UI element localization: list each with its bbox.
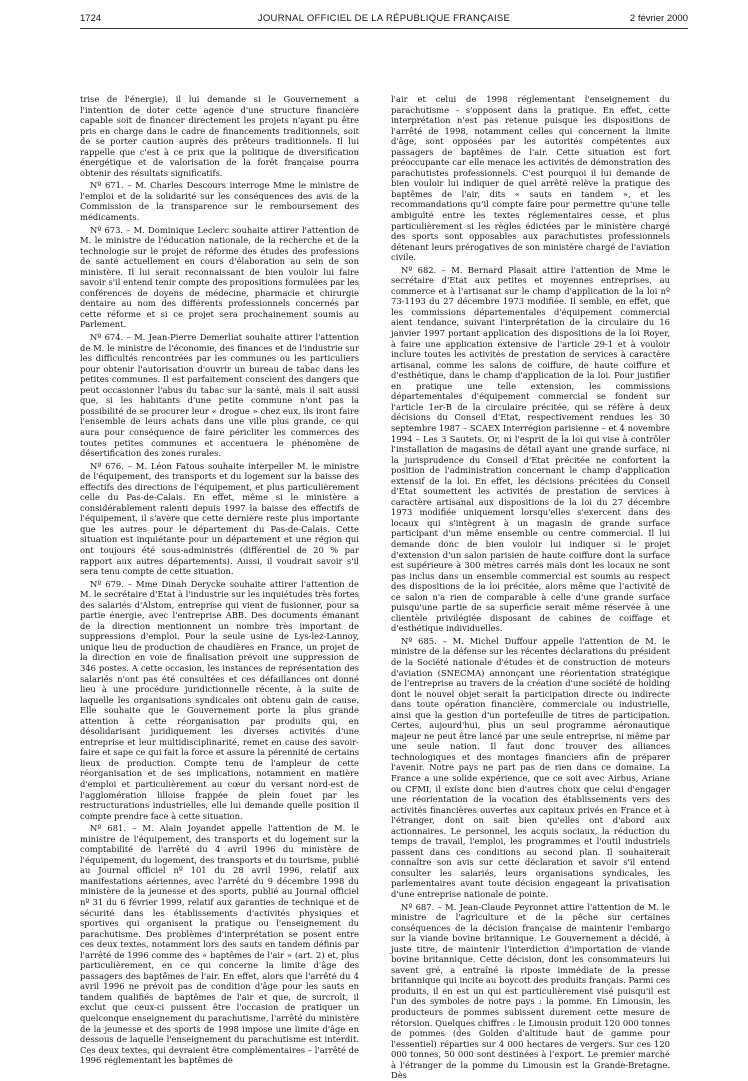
paragraph: Nº 685. – M. Michel Duffour appelle l'attention de M. le ministre de la défense sur les récentes déclarations du président de la Société nationale d'études et de construction de moteurs d'aviation (SNECMA) annonçant une réorientation stratégique de l'entreprise au travers de la création d'une société de holding dont le nouvel objet serait la participation directe ou indirecte dans toute opération financière, commerciale ou industrielle, ainsi que la gestion d'un portefeuille de titres de participation. Certes, aujourd'hui, plus un seul programme aéronautique majeur ne peut être lancé par une seule entreprise, ni même par une seule nation. Il faut donc trouver des alliances technologiques et des montages financiers afin de préparer l'avenir. Notre pays ne part pas de rien dans ce domaine. La France a une solide expérience, que ce soit avec Airbus, Ariane ou CFMI, il existe donc bien d'autres choix que celui d'engager une réorientation de la vocation des établissements vers des activités financières ouvertes aux capitaux privés en France et à l'étranger, dont on sait bien qu'elles ont d'abord aux actionnaires. Le personnel, les acquis sociaux, la réduction du temps de travail, l'emploi, les programmes et l'outil industriels passent dans ces conditions au second plan. Il souhaiterait connaître son avis sur cette déclaration et savoir s'il entend consulter les salariés, leurs organisations syndicales, les parlementaires avant toute décision engageant la privatisation d'une entreprise nationale de pointe. [391,635,670,900]
page-number: 1724 [80,13,102,24]
paragraph: Nº 681. – M. Alain Joyandet appelle l'attention de M. le ministre de l'équipement, des transports et du logement sur la comptabilité de l'arrêté du 4 avril 1996 du ministère de l'équipement, du logement, des transports et du tourisme, publié au Journal officiel nº 101 du 28 avril 1996, relatif aux manifestations aériennes, avec l'arrêté du 9 décembre 1998 du ministère de la jeunesse et des sports, publié au Journal officiel nº 31 du 6 février 1999, relatif aux garanties de technique et de sécurité dans les établissements d'activités physiques et sportives qui organisent la pratique ou l'enseignement du parachutisme. Des problèmes d'interprétation se posent entre ces deux textes, notamment lors des sauts en tandem définis par l'arrêté de 1996 comme des « baptêmes de l'air » (art. 2) et, plus particulièrement, en ce qui concerne la limite d'âge des passagers des baptêmes de l'air. En effet, alors que l'arrêté du 4 avril 1996 ne prévoit pas de condition d'âge pour les sauts en tandem qualifiés de baptêmes de l'air et que, de surcroît, il exclut que ceux-ci puissent être l'occasion de pratiquer un quelconque enseignement du parachutisme, l'arrêté du ministère de la jeunesse et des sports de 1998 impose une limite d'âge en dessous de laquelle l'enseignement du parachutisme est interdit. Ces deux textes, qui devraient être complémentaires – l'arrêté de 1996 réglementant les baptêmes de [80,823,359,1066]
paragraph: Nº 676. – M. Léon Fatous souhaite interpeller M. le ministre de l'équipement, des transports et du logement sur la baisse des effectifs des directions de l'équipement, et plus particulièrement celle du Pas-de-Calais. En effet, même si le ministère a considérablement ralenti depuis 1997 la baisse des effectifs de l'équipement, il s'avère que cette dernière reste plus importante que les autres pour le département du Pas-de-Calais. Cette situation est inquiétante pour un département et une région qui ont toujours été sous-administrés (différentiel de 20 % par rapport aux autres départements). Aussi, il voudrait savoir s'il sera tenu compte de cette situation. [80,460,359,577]
paragraph: trise de l'énergie), il lui demande si le Gouvernement a l'intention de doter cette agence d'une structure financière capable soit de financer directement les projets n'ayant pu être pris en charge dans le cadre de financements traditionnels, soit de se porter caution auprès des prêteurs traditionnels. Il lui rappelle que c'est à ce prix que la politique de diversification énergétique et de valorisation de la forêt française pourra obtenir des résultats significatifs. [80,94,359,178]
paragraph: Nº 673. – M. Dominique Leclerc souhaite attirer l'attention de M. le ministre de l'éducation nationale, de la recherche et de la technologie sur le projet de réforme des études des professions de santé actuellement en cours d'élaboration au sein de son ministère. Il lui serait reconnaissant de bien vouloir lui faire savoir s'il entend tenir compte des propositions formulées par les conférences de doyens de médecine, pharmacie et chirurgie dentaire au nom des différents professionnels concernés par cette réforme et si ce projet sera prochainement soumis au Parlement. [80,224,359,330]
page-header [80,13,688,29]
left-column [80,94,359,1066]
header-rule [80,28,688,29]
paragraph: Nº 679. – Mme Dinah Derycke souhaite attirer l'attention de M. le secrétaire d'Etat à l'industrie sur les inquiétudes très fortes des salariés d'Alstom, entreprise qui vient de fusionner, pour sa partie énergie, avec l'entreprise ABB. Des documents émanant de la direction mentionnent un nombre très important de suppressions d'emploi. Pour la seule usine de Lys-lez-Lannoy, unique lieu de production de chaudières en France, un projet de la direction en voie de finalisation prévoit une suppression de 346 postes. A cette occasion, les instances de représentation des salariés n'ont pas été consultées et ces défaillances ont donné lieu à une procédure juridictionnelle récente, à la suite de laquelle les organisations syndicales ont obtenu gain de cause. Elle souhaite que le Gouvernement porte la plus grande attention à cette réorganisation par produits qui, en désolidarisant juridiquement les diverses activités d'une entreprise et leur multidisciplinarité, remet en cause des savoir-faire et sape ce qui fait la force et assure la pérennité de certains lieux de production. Compte tenu de l'ampleur de cette réorganisation et de ses implications, notamment en matière d'emploi et particulièrement au cœur du versant nord-est de l'agglomération lilloise frappée de plein fouet par les restructurations industrielles, elle lui demande quelle position il compte prendre face à cette situation. [80,578,359,821]
paragraph: l'air et celui de 1998 réglementant l'enseignement du parachutisme – s'opposent dans la pratique. En effet, cette interprétation n'est pas retenue puisque les dispositions de l'arrêté de 1998, notamment celles qui concernent la limite d'âge, sont opposées par les autorités compétentes aux passagers de baptêmes de l'air. Cette situation est fort préoccupante car elle menace les activités de démonstration des parachutistes professionnels. C'est pourquoi il lui demande de bien vouloir lui indiquer de quel arrêté relève la pratique des baptêmes de l'air, dits « sauts en tandem », et les recommandations qu'il compte faire pour permettre qu'une telle ambiguïté entre les textes réglementaires cesse, et plus particulièrement si les règles édictées par le ministère chargé des sports sont opposables aux parachutistes professionnels détenant leurs prérogatives de son ministère chargé de l'aviation civile. [391,94,670,263]
publication-date: 2 février 2000 [629,13,688,24]
paragraph: Nº 682. – M. Bernard Plasait attire l'attention de Mme le secrétaire d'Etat aux petites et moyennes entreprises, au commerce et à l'artisanat sur le champ d'application de la loi nº 73-1193 du 27 décembre 1973 modifiée. Il semble, en effet, que les commissions départementales d'équipement commercial aient tendance, suivant l'interprétation de la circulaire du 16 janvier 1997 portant application des dispositions de la loi Royer, à faire une application extensive de l'article 29-1 et à vouloir inclure toutes les activités de prestation de services à caractère artisanal, comme les salons de coiffure, de haute coiffure et d'esthétique, dans le champ d'application de la loi. Pour justifier en pratique une telle extension, les commissions départementales d'équipement commercial se fondent sur l'article 1er-B de la circulaire précitée, qui se réfère à deux décisions du Conseil d'Etat, respectivement rendues les 30 septembre 1987 – SCAEX Interrégion parisienne – et 4 novembre 1994 – Les 3 Sautets. Or, ni l'esprit de la loi qui vise à contrôler l'installation de magasins de détail ayant une grande surface, ni la jurisprudence du Conseil d'Etat précitée ne confortent la position de l'administration concernant le champ d'application extensif de la loi. En effet, les décisions précitées du Conseil d'Etat soumettent les activités de prestation de services à caractère artisanal aux dispositions de la loi du 27 décembre 1973 modifiée uniquement lorsqu'elles s'exercent dans des locaux qui s'intègrent à un magasin de grande surface participant d'un même ensemble ou centre commercial. Il lui demande donc de bien vouloir lui indiquer si le projet d'extension d'un salon parisien de haute coiffure dont la surface est supérieure à 300 mètres carrés mais dont les locaux ne sont pas inclus dans un ensemble commercial est soumis au respect des dispositions de la loi précitée, alors même que l'activité de ce salon n'a rien de comparable à celle d'une grande surface puisqu'une partie de sa superficie serait même réservée à une clientèle privilégiée disposant de cabines de coiffage et d'esthétique individuelles. [391,264,670,634]
journal-title: JOURNAL OFFICIEL DE LA RÉPUBLIQUE FRANÇAISE [257,13,511,24]
right-column [391,94,670,1081]
paragraph: Nº 687. – M. Jean-Claude Peyronnet attire l'attention de M. le ministre de l'agriculture et de la pêche sur certaines conséquences de la décision française de maintenir l'embargo sur la viande bovine britannique. Le Gouvernement a décidé, à juste titre, de maintenir l'interdiction d'importation de viande bovine britannique. Cette décision, dont les consommateurs lui savent gré, a entraîné la riposte immédiate de la presse britannique qui incite au boycott des produits français. Parmi ces produits, il en est un qui est particulièrement visé puisqu'il est l'un des symboles de notre pays : la pomme. En Limousin, les producteurs de pommes subissent durement cette mesure de rétorsion. Quelques chiffres : le Limousin produit 120 000 tonnes de pommes (des Golden d'altitude haut de gamme pour l'essentiel) réparties sur 4 000 hectares de vergers. Sur ces 120 000 tonnes, 50 000 sont destinées à l'export. Le premier marché à l'étranger de la pomme du Limousin est la Grande-Bretagne. Dès [391,901,670,1081]
paragraph: Nº 671. – M. Charles Descours interroge Mme le ministre de l'emploi et de la solidarité sur les conséquences des avis de la Commission de la transparence sur le remboursement des médicaments. [80,180,359,223]
paragraph: Nº 674. – M. Jean-Pierre Demerliat souhaite attirer l'attention de M. le ministre de l'économie, des finances et de l'industrie sur les difficultés rencontrées par les communes ou les particuliers pour obtenir l'autorisation d'ouvrir un bureau de tabac dans les petites communes. Il est parfaitement conscient des dangers que peut occasionner l'abus du tabac sur la santé, mais il sait aussi que, si les habitants d'une petite commune n'ont pas la possibilité de se procurer leur « drogue » chez eux, ils iront faire l'ensemble de leurs achats dans une ville plus grande, ce qui aura pour conséquence de faire péricliter les commerces des toutes petites communes et accentuera le phénomène de désertification des zones rurales. [80,332,359,459]
